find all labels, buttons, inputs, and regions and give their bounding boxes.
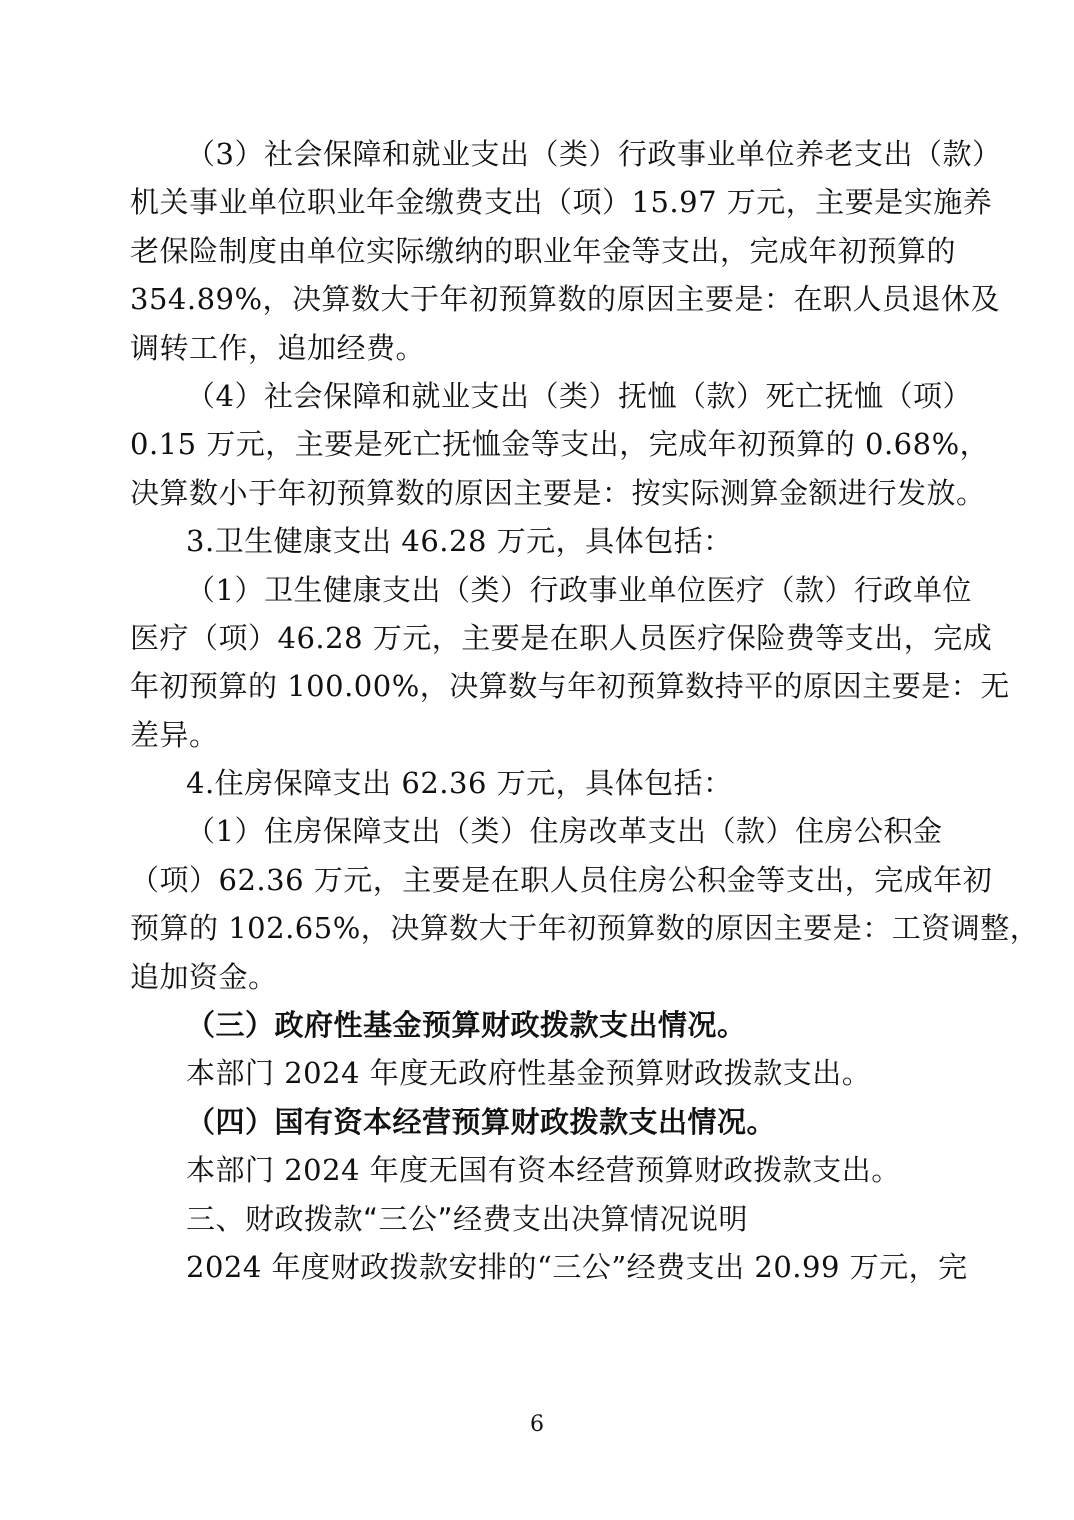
text-line: （项）62.36 万元，主要是在职人员住房公积金等支出，完成年初 [130, 862, 993, 897]
text-line: 决算数小于年初预算数的原因主要是：按实际测算金额进行发放。 [130, 475, 986, 510]
text-line: 本部门 2024 年度无政府性基金预算财政拨款支出。 [186, 1056, 872, 1091]
section-heading-three-public [130, 1195, 946, 1243]
paragraph-housing-heading [130, 759, 946, 807]
text-line: 本部门 2024 年度无国有资本经营预算财政拨款支出。 [186, 1153, 901, 1188]
section-heading: （四）国有资本经营预算财政拨款支出情况。 [186, 1104, 777, 1139]
paragraph-social-security-3 [130, 130, 1002, 372]
paragraph-health-heading [130, 517, 946, 565]
text-line: （1）卫生健康支出（类）行政事业单位医疗（款）行政单位 [186, 572, 972, 607]
paragraph-health-1 [130, 566, 1010, 760]
section-heading-state-capital [130, 1098, 946, 1146]
section-heading-government-fund [130, 1001, 946, 1049]
text-line: 4.住房保障支出 62.36 万元，具体包括： [186, 766, 733, 801]
text-line: 调转工作，追加经费。 [130, 330, 426, 365]
text-line: 老保险制度由单位实际缴纳的职业年金等支出，完成年初预算的 [130, 233, 957, 268]
chapter-heading: 三、财政拨款“三公”经费支出决算情况说明 [186, 1201, 749, 1236]
text-line: 差异。 [130, 717, 219, 752]
section-heading: （三）政府性基金预算财政拨款支出情况。 [186, 1008, 747, 1043]
page-number: 6 [530, 1412, 544, 1437]
document-body [130, 130, 1040, 1291]
paragraph-housing-1 [130, 807, 1040, 1001]
text-line: 3.卫生健康支出 46.28 万元，具体包括： [186, 524, 733, 559]
text-line: 年初预算的 100.00%，决算数与年初预算数持平的原因主要是：无 [130, 669, 1010, 704]
paragraph-three-public [130, 1243, 968, 1291]
text-line: 354.89%，决算数大于年初预算数的原因主要是：在职人员退休及 [130, 282, 1001, 317]
text-line: （3）社会保障和就业支出（类）行政事业单位养老支出（款） [186, 137, 1002, 171]
text-line: 预算的 102.65%，决算数大于年初预算数的原因主要是：工资调整， [130, 911, 1040, 946]
paragraph-social-security-4 [130, 372, 990, 517]
paragraph-state-capital [130, 1146, 946, 1194]
text-line: 机关事业单位职业年金缴费支出（项）15.97 万元，主要是实施养 [130, 185, 993, 220]
text-line: （4）社会保障和就业支出（类）抚恤（款）死亡抚恤（项） [186, 378, 972, 413]
paragraph-government-fund [130, 1049, 946, 1097]
text-line: （1）住房保障支出（类）住房改革支出（款）住房公积金 [186, 814, 943, 849]
text-line: 0.15 万元，主要是死亡抚恤金等支出，完成年初预算的 0.68%， [130, 427, 990, 462]
text-line: 2024 年度财政拨款安排的“三公”经费支出 20.99 万元，完 [186, 1249, 968, 1284]
text-line: 医疗（项）46.28 万元，主要是在职人员医疗保险费等支出，完成 [130, 620, 993, 655]
text-line: 追加资金。 [130, 959, 278, 994]
